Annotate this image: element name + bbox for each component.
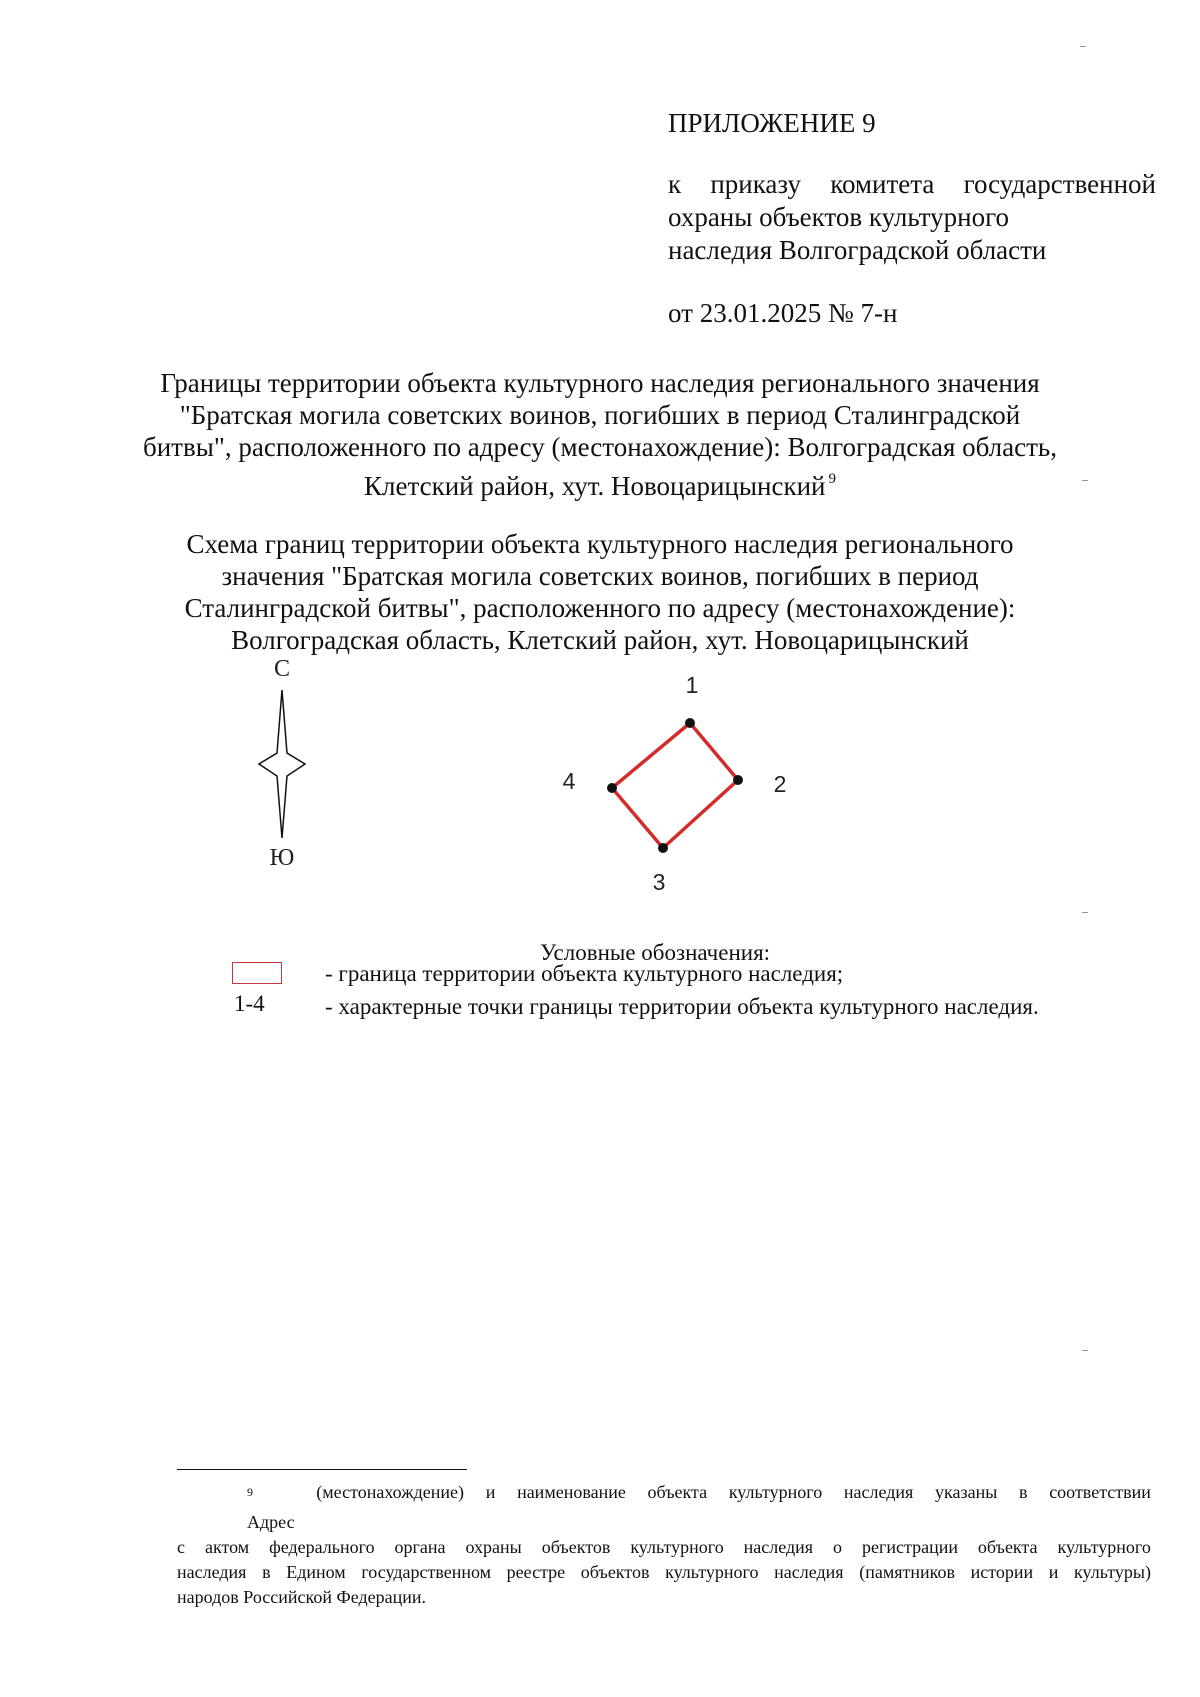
footnote-word: объектов [541,1537,611,1557]
document-title-line-2: "Братская могила советских воинов, погибших в период Сталинградской [179,400,1021,430]
footnote-word: культурного [728,1482,823,1502]
boundary-point-3 [658,843,668,853]
boundary-point-label-2: 2 [773,771,787,797]
footnote-separator [177,1469,467,1470]
footnote-word: и [1048,1562,1059,1582]
annex-title: ПРИЛОЖЕНИЕ 9 [668,108,876,138]
annex-order-line-1 [668,168,1156,201]
footnote [177,1480,1151,1610]
footnote-word: регистрации [862,1537,958,1557]
compass-star-icon [259,690,305,838]
scheme-title-line-1: Схема границ территории объекта культурного наследия регионального [186,529,1014,559]
scheme-title-line-2: значения "Братская могила советских воинов, погибших в период [221,561,979,591]
footnote-word: объекта [977,1537,1038,1557]
footnote-line-3 [177,1560,1151,1585]
footnote-word: о [833,1537,843,1557]
scan-speck [1080,46,1086,47]
scan-speck [1082,912,1088,913]
legend-points-text: - характерные точки границы территории объекта культурного наследия. [325,994,1039,1019]
footnote-word: истории [970,1562,1034,1582]
footnote-word: и [485,1482,496,1502]
footnote-word: указаны [935,1482,998,1502]
footnote-word: культурного [665,1562,759,1582]
boundary-point-label-3: 3 [652,869,666,895]
document-title-line-1: Границы территории объекта культурного наследия регионального значения [160,368,1040,398]
boundary-scheme-diagram [0,650,1200,930]
boundary-point-1 [685,718,695,728]
document-title-line-4 [130,463,1070,502]
footnote-word: объекта [647,1482,708,1502]
footnote-word: органа [394,1537,446,1557]
footnote-word: культурного [630,1537,724,1557]
legend-boundary-text: - граница территории объекта культурного наследия; [325,961,844,986]
footnote-word: культуры) [1074,1562,1151,1582]
document-title-line-4-text: Клетский район, хут. Новоцарицынский [364,471,826,501]
compass-south-label: Ю [269,845,295,871]
compass-north-label: С [273,656,291,682]
boundary-point-4 [607,783,617,793]
footnote-word: наследия [843,1482,914,1502]
scheme-title-line-4: Волгоградская область, Клетский район, хут. Новоцарицынский [231,625,969,655]
footnote-word: федерального [269,1537,375,1557]
document-title-line-3: битвы", расположенного по адресу (местонахождение): Волгоградская область, [143,432,1057,462]
annex-order-line-2: охраны объектов культурного [668,202,1009,232]
annex-order-word: государственной [963,169,1156,199]
footnote-word [247,1480,295,1535]
boundary-point-label-1: 1 [685,672,699,698]
boundary-point-2 [733,775,743,785]
footnote-line-1 [177,1480,1151,1535]
footnote-line-4: народов Российской Федерации. [177,1587,426,1607]
footnote-word: наследия [743,1537,814,1557]
annex-order-word: приказу [710,169,802,199]
footnote-word: реестре [506,1562,566,1582]
boundary-point-label-4: 4 [562,768,576,794]
footnote-word: в [262,1562,271,1582]
footnote-word: государственном [361,1562,492,1582]
footnote-line-2 [177,1535,1151,1560]
scan-speck [1082,480,1088,481]
footnote-word: наследия [774,1562,844,1582]
scan-speck [1082,1350,1088,1351]
footnote-reference-mark: 9 [828,471,836,487]
footnote-word: соответствии [1049,1482,1151,1502]
annex-order-reference [668,168,1156,267]
footnote-word: объектов [580,1562,650,1582]
footnote-word: Едином [286,1562,346,1582]
scheme-title [130,528,1070,656]
footnote-word: в [1019,1482,1028,1502]
annex-order-word: к [668,169,682,199]
footnote-word: охраны [465,1537,522,1557]
footnote-word: (местонахождение) [316,1482,465,1502]
footnote-mark: 9 [247,1485,253,1499]
document-title [130,367,1070,502]
footnote-word: с [177,1537,185,1557]
annex-order-date: от 23.01.2025 № 7-н [668,298,898,328]
legend-title: Условные обозначения: [540,940,771,965]
legend-points-label: 1-4 [234,991,265,1016]
territory-boundary-line [612,723,738,848]
scheme-title-line-3: Сталинградской битвы", расположенного по адресу (местонахождение): [184,593,1016,623]
annex-order-line-3: наследия Волгоградской области [668,235,1047,265]
annex-order-word: комитета [830,169,935,199]
footnote-word: (памятников [859,1562,955,1582]
compass-rose-icon [259,656,305,871]
footnote-word: актом [204,1537,250,1557]
footnote-word: культурного [1057,1537,1151,1557]
footnote-word-text: Адрес [247,1512,295,1532]
legend-boundary-swatch [232,962,282,984]
footnote-word: наследия [177,1562,247,1582]
footnote-word: наименование [517,1482,626,1502]
